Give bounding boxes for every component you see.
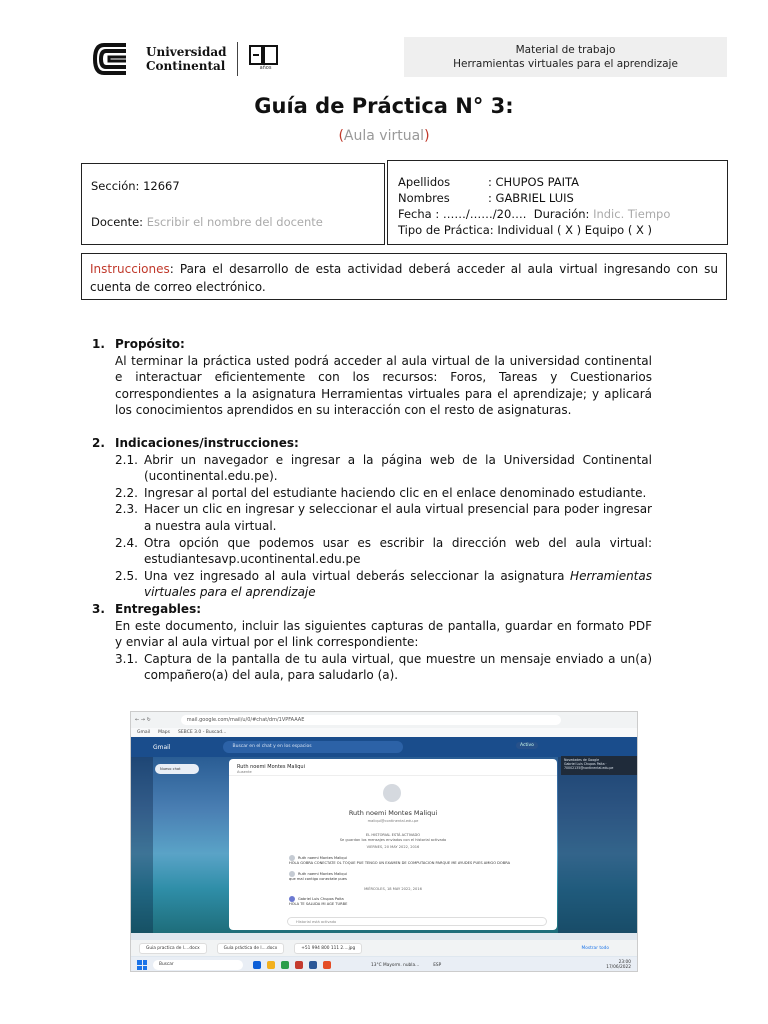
app-icon[interactable] [323,961,331,969]
download-item[interactable]: Guía práctica de l....docx [217,943,285,954]
app-icon[interactable] [253,961,261,969]
gmail-logo[interactable]: Gmail [153,743,171,751]
app-rail [131,757,153,933]
download-item[interactable]: Guia practica de l....docx [139,943,207,954]
surname-row: Apellidos : CHUPOS PAITA [398,175,580,189]
bookmark-item[interactable]: Maps [158,730,170,735]
list-item: 2.1. Abrir un navegador e ingresar a la página web de la Universidad Continental (ucontinental.edu.pe). [115,452,652,484]
university-logo [92,40,280,78]
forward-arrow-icon[interactable]: → [140,717,145,723]
chat-search-input[interactable]: Buscar en el chat y en los espacios [223,741,403,753]
page-subtitle: (Aula virtual) [338,128,430,144]
names-row: Nombres : GABRIEL LUIS [398,191,574,205]
page-title: Guía de Práctica N° 3: [254,94,514,118]
section-row: Sección: 12667 [91,179,180,193]
chat-message: Ruth noemi Montes Maliqui HOLA GOBRA CONECTATE OL TOQUE PUE TENGO UN EXAMEN DE COMPUTACION PARQUE ME AYUDES PUES AMIGO DOBRA [289,856,511,865]
chat-list [155,764,227,780]
word-icon[interactable] [309,961,317,969]
chat-message: Gabriel Luis Chupos Paita HOLA TE SALUDA MI AGE TURBE [289,897,348,906]
section-deliverables-heading: 3. Entregables: [92,601,202,616]
contact-email: maliqui@continental.edu.pe [367,819,419,823]
bookmark-item[interactable]: Gmail [137,730,151,735]
anniversary-logo-icon: años [248,44,280,74]
list-item: 2.3. Hacer un clic en ingresar y seleccionar el aula virtual presencial para poder ingresar a nuestra aula virtual. [115,502,652,533]
taskbar-apps [253,961,331,969]
chat-panel [229,759,557,930]
list-item: 2.4. Otra opción que podemos usar es escribir la dirección web del aula virtual: estudiantesavp.ucontinental.edu.pe [115,535,652,567]
gmail-chat-screenshot [130,711,638,972]
section-instructions-heading: 2. Indicaciones/instrucciones: [92,435,299,450]
instructions-box: Instrucciones: Para el desarrollo de esta actividad deberá acceder al aula virtual ingresando con su cuenta de correo electrónico. [81,253,727,300]
windows-taskbar [131,957,638,972]
back-arrow-icon[interactable]: ← [135,717,140,723]
bookmark-item[interactable]: SEBCE 3.0 - Buscad... [177,730,227,735]
app-icon[interactable] [281,961,289,969]
side-panel [558,757,638,933]
downloads-bar [131,940,638,956]
list-item: 2.2. Ingresar al portal del estudiante haciendo clic en el enlace denominado estudiante. [115,485,647,500]
teacher-name-field[interactable]: Escribir el nombre del docente [146,215,323,229]
deliverables-text: En este documento, incluir las siguientes capturas de pantalla, guardar en formato PDF y enviar al aula virtual por el link correspondiente: [115,618,652,650]
download-item[interactable]: +51 994 800 111 2....jpg [294,943,362,954]
uc-logo-mark-icon [92,42,138,76]
chat-message: Ruth noemi Montes Maliqui que mal contigo conectate pues [289,872,347,881]
taskbar-search-input[interactable]: Buscar [153,960,243,970]
teacher-row[interactable]: Docente: Escribir el nombre del docente [91,215,323,229]
address-bar[interactable]: mail.google.com/mail/u/0/#chat/dm/1VPFAAAE [181,715,561,725]
date-divider: MIÉRCOLES, 18 MAY 2022, 2016 [364,887,422,891]
language-indicator[interactable]: ESP [433,962,442,968]
bookmarks-bar [131,728,637,737]
logo-divider [237,42,238,76]
windows-start-icon[interactable] [137,960,147,970]
browser-toolbar [131,712,637,728]
reload-icon[interactable]: ↻ [146,717,151,723]
practice-type-row: Tipo de Práctica: Individual ( X ) Equipo ( X ) [398,223,653,237]
date-divider: VIERNES, 20 MAY 2022, 2016 [366,845,420,849]
section-teacher-box [81,163,385,245]
material-label: Material de trabajo [515,44,616,56]
list-item: 2.5. Una vez ingresado al aula virtual deberás seleccionar la asignatura Herramientas virtuales para el aprendizaje [115,568,652,600]
document-body [92,336,652,684]
duration-field[interactable]: Indic. Tiempo [593,207,671,221]
app-icon[interactable] [295,961,303,969]
date-duration-row: Fecha : ……/……/20…. Duración: Indic. Tiempo [398,207,671,221]
show-all-button[interactable]: Mostrar todo [581,945,609,951]
message-input[interactable]: Historial está activado [287,917,547,926]
contact-name: Ruth noemi Montes Maliqui [348,809,438,817]
history-note: EL HISTORIAL ESTÁ ACTIVADO Se guardan los mensajes enviados con el historial activado [339,833,447,842]
student-info-box [387,160,728,245]
section-purpose-heading: 1. Propósito: [92,337,185,351]
folder-icon[interactable] [267,961,275,969]
notification-popup: Novedades de Google Gabriel Luis Chupos Paita · 70002135@continental.edu.pe [561,756,638,775]
new-chat-button[interactable]: Nuevo chat [155,764,199,774]
gmail-header [131,737,638,757]
chat-header: Ruth noemi Montes Maliqui Ausente [229,759,557,776]
avatar [383,784,401,802]
list-item: 3.1. Captura de la pantalla de tu aula virtual, que muestre un mensaje enviado a un(a) compañero(a) del aula, para saludarlo (a). [115,651,652,683]
status-badge[interactable]: Activo [516,742,538,749]
university-name: Universidad Continental [146,45,227,73]
weather-widget[interactable]: 13°C Mayorm. nubla... [371,962,420,968]
purpose-text: Al terminar la práctica usted podrá acceder al aula virtual de la universidad continental e interactuar eficientemente con los recursos: Foros, Tareas y Cuestionarios correspondientes a la asignatura Herramientas virtuales para el aprendizaje; y aplicará los conocimientos aprendidos en su interacción con el resto de asignaturas. [115,353,652,418]
course-name: Herramientas virtuales para el aprendizaje [453,58,678,70]
material-header-box [404,37,727,77]
clock[interactable]: 23:00 17/06/2022 [606,960,631,970]
